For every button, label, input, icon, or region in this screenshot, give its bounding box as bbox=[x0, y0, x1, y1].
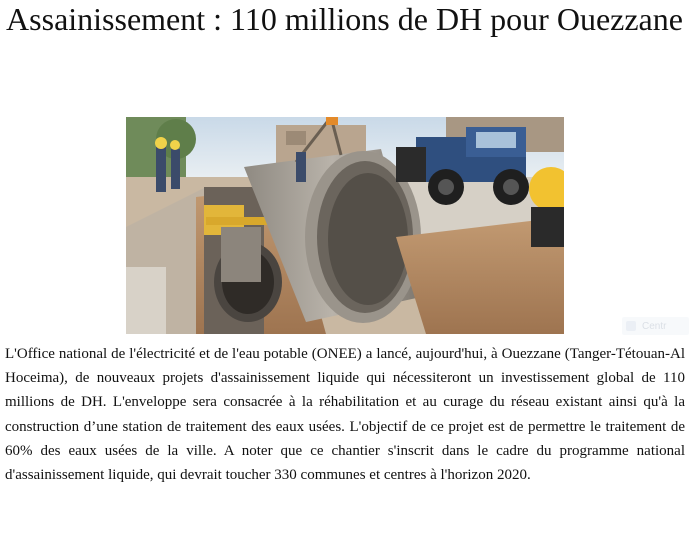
article-body: L'Office national de l'électricité et de l'eau potable (ONEE) a lancé, aujourd'hui, à Ouezzane (Tanger-Tétouan-Al Hoceima), de nouveaux projets d'assainissement liquide qui nécessiteront un investissement global de 110 millions de DH. L'enveloppe sera consacrée à la réhabilitation et au curage du réseau existant ainsi qu'à la construction d’une station de traitement des eaux usées. L'objectif de ce projet est de permettre le traitement de 60% des eaux usées de la ville. A noter que ce chantier s'inscrit dans le cadre du programme national d'assainissement liquide, qui devrait toucher 330 communes et centres à l'horizon 2020. bbox=[5, 346, 685, 484]
article-title: Assainissement : 110 millions de DH pour Ouezzane bbox=[6, 1, 683, 37]
watermark-label: Centr bbox=[642, 320, 667, 332]
watermark-icon bbox=[626, 321, 636, 331]
watermark-badge bbox=[622, 317, 689, 335]
article-photo bbox=[126, 117, 564, 334]
